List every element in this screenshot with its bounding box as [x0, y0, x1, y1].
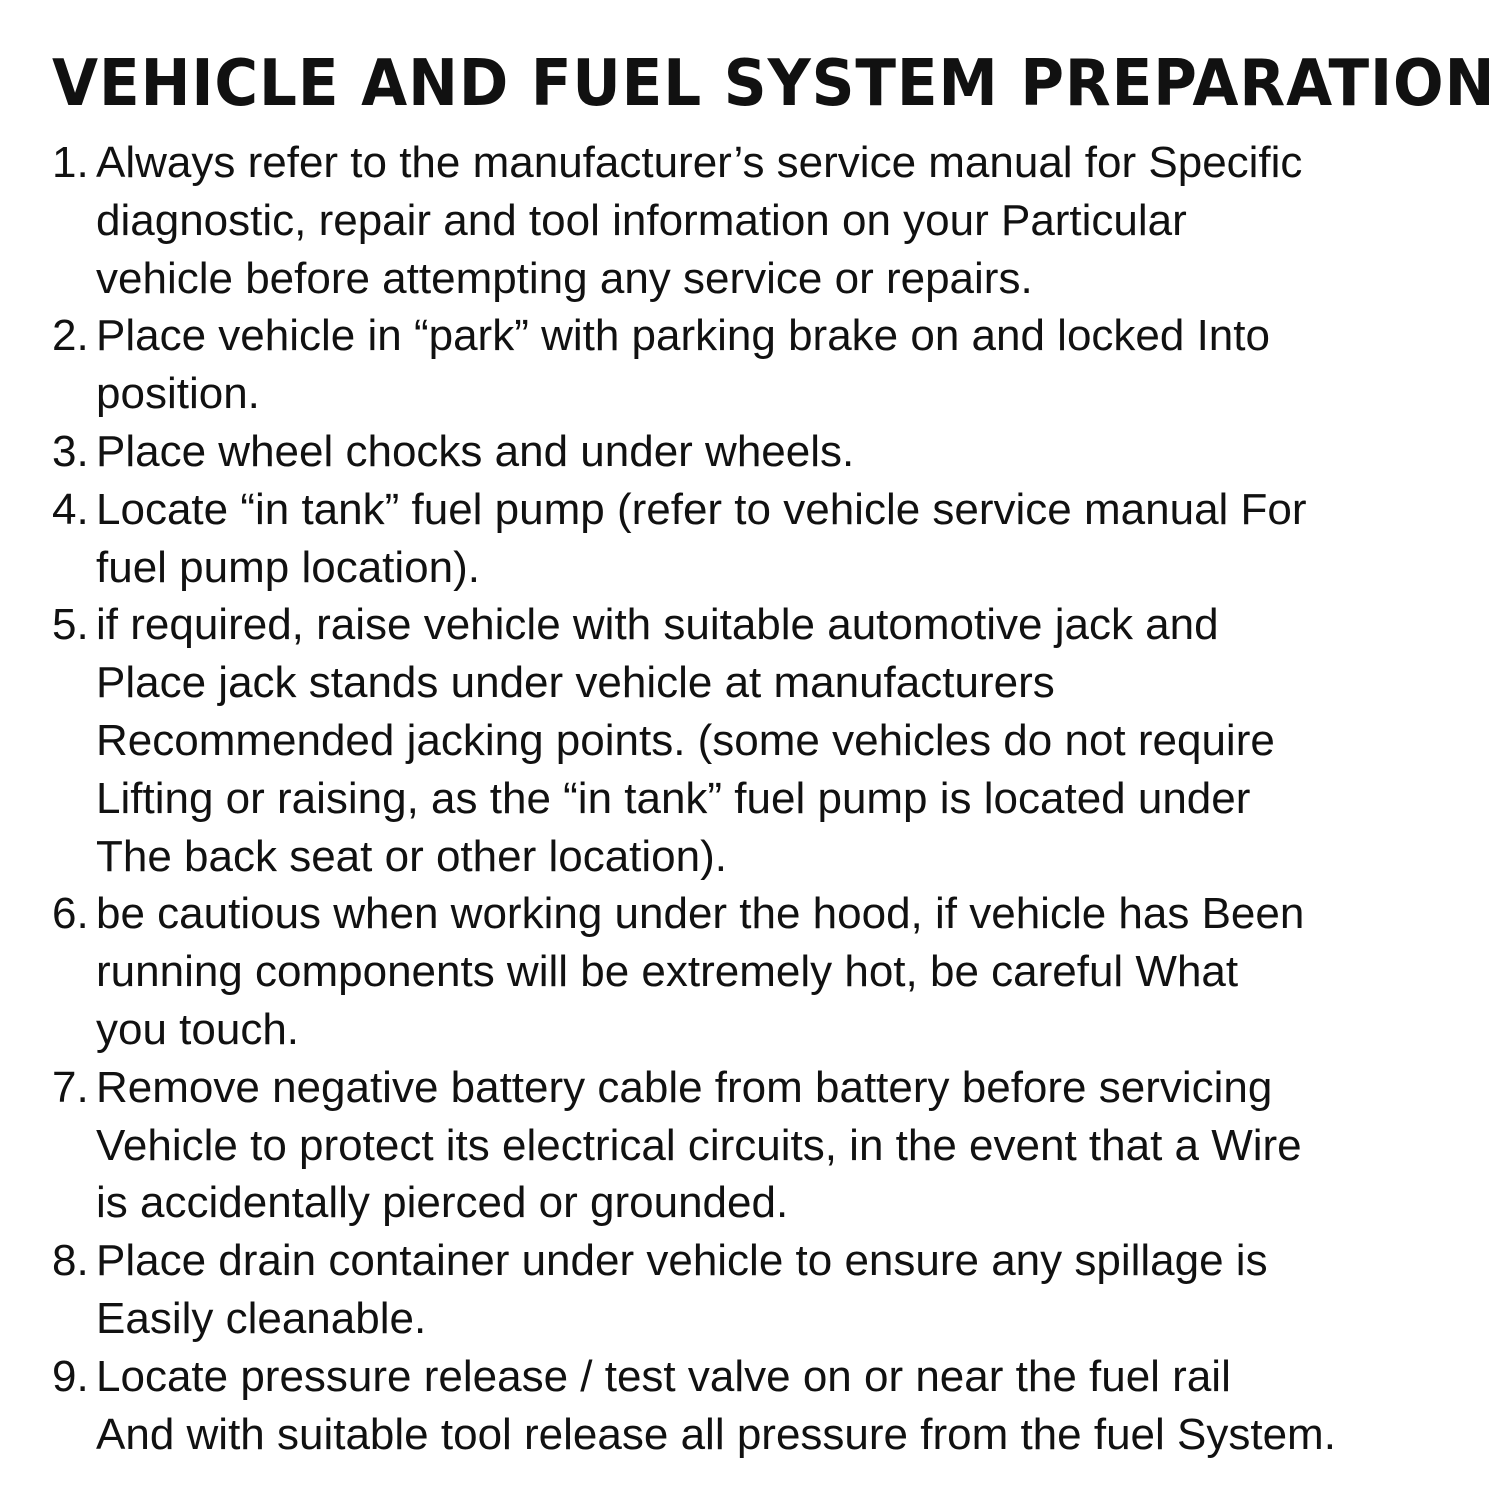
- step-text-line: Locate pressure release / test valve on or near the fuel rail: [96, 1351, 1231, 1401]
- step-text-line: Easily cleanable.: [96, 1293, 427, 1343]
- step-text-line: diagnostic, repair and tool information on your Particular: [96, 195, 1187, 245]
- step-text-line: And with suitable tool release all pressure from the fuel System.: [96, 1409, 1336, 1459]
- step-text-line: Lifting or raising, as the “in tank” fuel pump is located under: [96, 773, 1251, 823]
- step-number: 7.: [52, 1062, 89, 1112]
- step-text: [96, 1059, 1472, 1232]
- step-text-line: Vehicle to protect its electrical circuits, in the event that a Wire: [96, 1120, 1302, 1170]
- step-item: [52, 134, 1472, 307]
- step-item: [52, 307, 1472, 423]
- page-title: VEHICLE AND FUEL SYSTEM PREPARATION: [52, 47, 1496, 121]
- step-text-line: Place wheel chocks and under wheels.: [96, 426, 855, 476]
- step-text-line: if required, raise vehicle with suitable automotive jack and: [96, 600, 1219, 650]
- preparation-steps-list: [52, 134, 1472, 1463]
- step-number: 9.: [52, 1351, 89, 1401]
- step-text-line: running components will be extremely hot, be careful What: [96, 947, 1239, 997]
- step-text-line: fuel pump location).: [96, 542, 480, 592]
- step-number: 8.: [52, 1236, 89, 1286]
- step-text: [96, 481, 1472, 597]
- step-item: [52, 481, 1472, 597]
- step-text: [96, 1232, 1472, 1348]
- step-text-line: Always refer to the manufacturer’s service manual for Specific: [96, 138, 1303, 187]
- step-number: 4.: [52, 484, 89, 534]
- step-text: [96, 885, 1472, 1058]
- step-item: [52, 596, 1472, 885]
- step-text-line: Place jack stands under vehicle at manufacturers: [96, 658, 1055, 708]
- step-number: 1.: [52, 138, 89, 187]
- step-text-line: is accidentally pierced or grounded.: [96, 1178, 789, 1228]
- step-number: 6.: [52, 889, 89, 939]
- step-text: [96, 423, 1472, 481]
- step-item: [52, 885, 1472, 1058]
- step-number: 5.: [52, 600, 89, 650]
- step-text: [96, 1348, 1472, 1464]
- step-text: [96, 134, 1472, 307]
- step-text-line: vehicle before attempting any service or repairs.: [96, 253, 1033, 303]
- step-item: [52, 1232, 1472, 1348]
- step-item: [52, 1059, 1472, 1232]
- step-text-line: be cautious when working under the hood, if vehicle has Been: [96, 889, 1305, 939]
- step-text-line: Place vehicle in “park” with parking brake on and locked Into: [96, 311, 1270, 361]
- step-item: [52, 1348, 1472, 1464]
- step-number: 3.: [52, 426, 89, 476]
- step-text-line: you touch.: [96, 1004, 300, 1054]
- step-item: [52, 423, 1472, 481]
- step-text-line: Place drain container under vehicle to ensure any spillage is: [96, 1236, 1268, 1286]
- step-text-line: The back seat or other location).: [96, 831, 727, 881]
- step-text-line: position.: [96, 369, 260, 419]
- step-number: 2.: [52, 311, 89, 361]
- step-text-line: Locate “in tank” fuel pump (refer to vehicle service manual For: [96, 484, 1307, 534]
- step-text-line: Remove negative battery cable from battery before servicing: [96, 1062, 1273, 1112]
- step-text: [96, 307, 1472, 423]
- step-text-line: Recommended jacking points. (some vehicles do not require: [96, 715, 1275, 765]
- step-text: [96, 596, 1472, 885]
